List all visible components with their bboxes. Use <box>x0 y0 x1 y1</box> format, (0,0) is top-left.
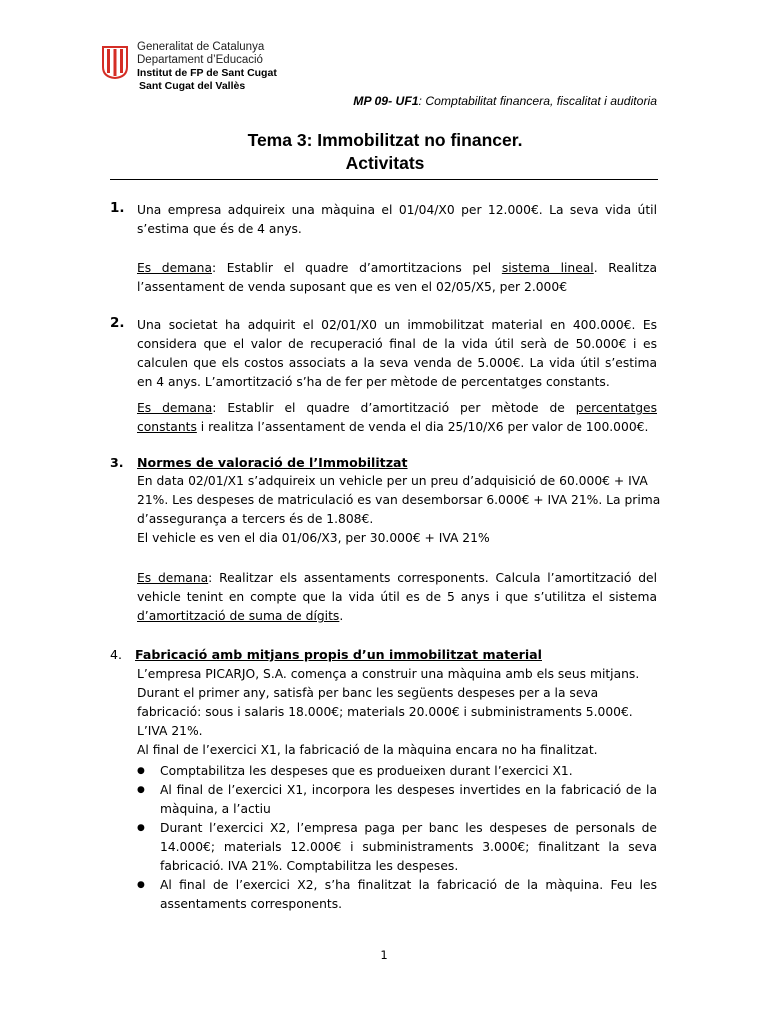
institution-line-2: Departament d’Educació <box>137 54 263 66</box>
document-subtitle: Activitats <box>345 153 425 173</box>
exercise-2-request-method: percentatges constants <box>137 401 657 434</box>
exercise-3-line-2: 21%. Les despeses de matriculació es van desemborsar 6.000€ + IVA 21%. La prima <box>137 493 661 507</box>
exercise-4-line-1: L’empresa PICARJO, S.A. comença a construir una màquina amb els seus mitjans. <box>137 667 640 681</box>
list-item: ● Durant l’exercici X2, l’empresa paga per banc les despeses de personals de 14.000€; materials 12.000€ i subministraments 3.000€; finalitzant la seva fabricació. IVA 21%. Comptabilitza les despeses. <box>137 819 657 876</box>
institution-block <box>137 41 277 93</box>
list-item: ● Al final de l’exercici X2, s’ha finalitzat la fabricació de la màquina. Feu les assentaments corresponents. <box>137 876 657 914</box>
exercise-3-request-text-a: : Realitzar els assentaments corresponents. Calcula l’amortització del vehicle tenint en compte que la vida útil es de 5 anys i que s’utilitza el sistema <box>137 571 657 604</box>
exercise-3-statement <box>137 472 661 548</box>
exercise-3-line-1: En data 02/01/X1 s’adquireix un vehicle per un preu d’adquisició de 60.000€ + IVA <box>137 474 648 488</box>
exercise-4-heading: Fabricació amb mitjans propis d’un immobilitzat material <box>135 647 542 662</box>
exercise-3-request-text-b: . <box>339 609 344 623</box>
exercise-1-request-label: Es demana <box>137 261 212 275</box>
exercise-1-request-method: sistema lineal <box>501 261 594 275</box>
exercise-3-heading: Normes de valoració de l’Immobilitzat <box>137 455 408 470</box>
institution-line-1: Generalitat de Catalunya <box>137 41 265 53</box>
institution-line-4: Sant Cugat del Vallès <box>139 80 246 92</box>
exercise-2-request-text-b: i realitza l’assentament de venda el dia 25/10/X6 per valor de 100.000€. <box>196 420 649 434</box>
exercise-4-line-4: L’IVA 21%. <box>137 724 203 738</box>
page-number: 1 <box>380 948 388 962</box>
exercise-2-request-text-a: : Establir el quadre d’amortització per mètode de <box>212 401 576 415</box>
document-title: Tema 3: Immobilitzat no financer. <box>247 130 523 150</box>
exercise-3-request <box>137 569 657 626</box>
exercise-3-request-label: Es demana <box>137 571 209 585</box>
exercise-3-number: 3. <box>110 455 124 470</box>
module-code: MP 09- UF1 <box>353 94 419 108</box>
exercise-1-statement: Una empresa adquireix una màquina el 01/04/X0 per 12.000€. La seva vida útil s’estima que és de 4 anys. <box>137 203 657 236</box>
exercise-4-line-5: Al final de l’exercici X1, la fabricació de la màquina encara no ha finalitzat. <box>137 743 598 757</box>
list-item: ● Al final de l’exercici X1, incorpora les despeses invertides en la fabricació de la màquina, a l’actiu <box>137 781 657 819</box>
exercise-3-line-4: El vehicle es ven el dia 01/06/X3, per 30.000€ + IVA 21% <box>137 531 490 545</box>
exercise-2-statement: Una societat ha adquirit el 02/01/X0 un immobilitzat material en 400.000€. Es considera que el valor de recuperació final de la vida útil serà de 50.000€ i es calculen que els costos associats a la seva venda de 5.000€. La vida útil s’estima en 4 anys. L’amortització s’ha de fer per mètode de percentatges constants. <box>137 318 657 389</box>
exercise-4-tasks <box>137 762 657 914</box>
exercise-4-line-2: Durant el primer any, satisfà per banc les següents despeses per a la seva <box>137 686 599 700</box>
module-name: : Comptabilitat financera, fiscalitat i auditoria <box>418 94 657 108</box>
exercise-1-request <box>137 259 657 297</box>
title-divider <box>110 179 658 180</box>
exercise-2-request-label: Es demana <box>137 401 213 415</box>
list-item: ● Comptabilitza les despeses que es produeixen durant l’exercici X1. <box>137 762 657 781</box>
exercise-4-number: 4. <box>110 647 123 662</box>
generalitat-logo-icon <box>101 45 129 79</box>
institution-line-3: Institut de FP de Sant Cugat <box>137 67 277 79</box>
module-reference <box>353 94 657 108</box>
exercise-1-request-text-b: . Realitza l’assentament de venda suposant que es ven el 02/05/X5, per 2.000€ <box>137 261 657 294</box>
exercise-2-request <box>137 399 657 437</box>
exercise-4-statement <box>137 665 657 760</box>
exercise-3-request-method: d’amortització de suma de dígits <box>137 609 340 623</box>
exercise-2-number: 2. <box>110 315 125 331</box>
exercise-3-line-3: d’assegurança a tercers és de 1.808€. <box>137 512 374 526</box>
exercise-1-request-text-a: : Establir el quadre d’amortitzacions pel <box>212 261 502 275</box>
exercise-4-line-3: fabricació: sous i salaris 18.000€; materials 20.000€ i subministraments 5.000€. <box>137 705 633 719</box>
exercise-1-number: 1. <box>110 200 125 216</box>
